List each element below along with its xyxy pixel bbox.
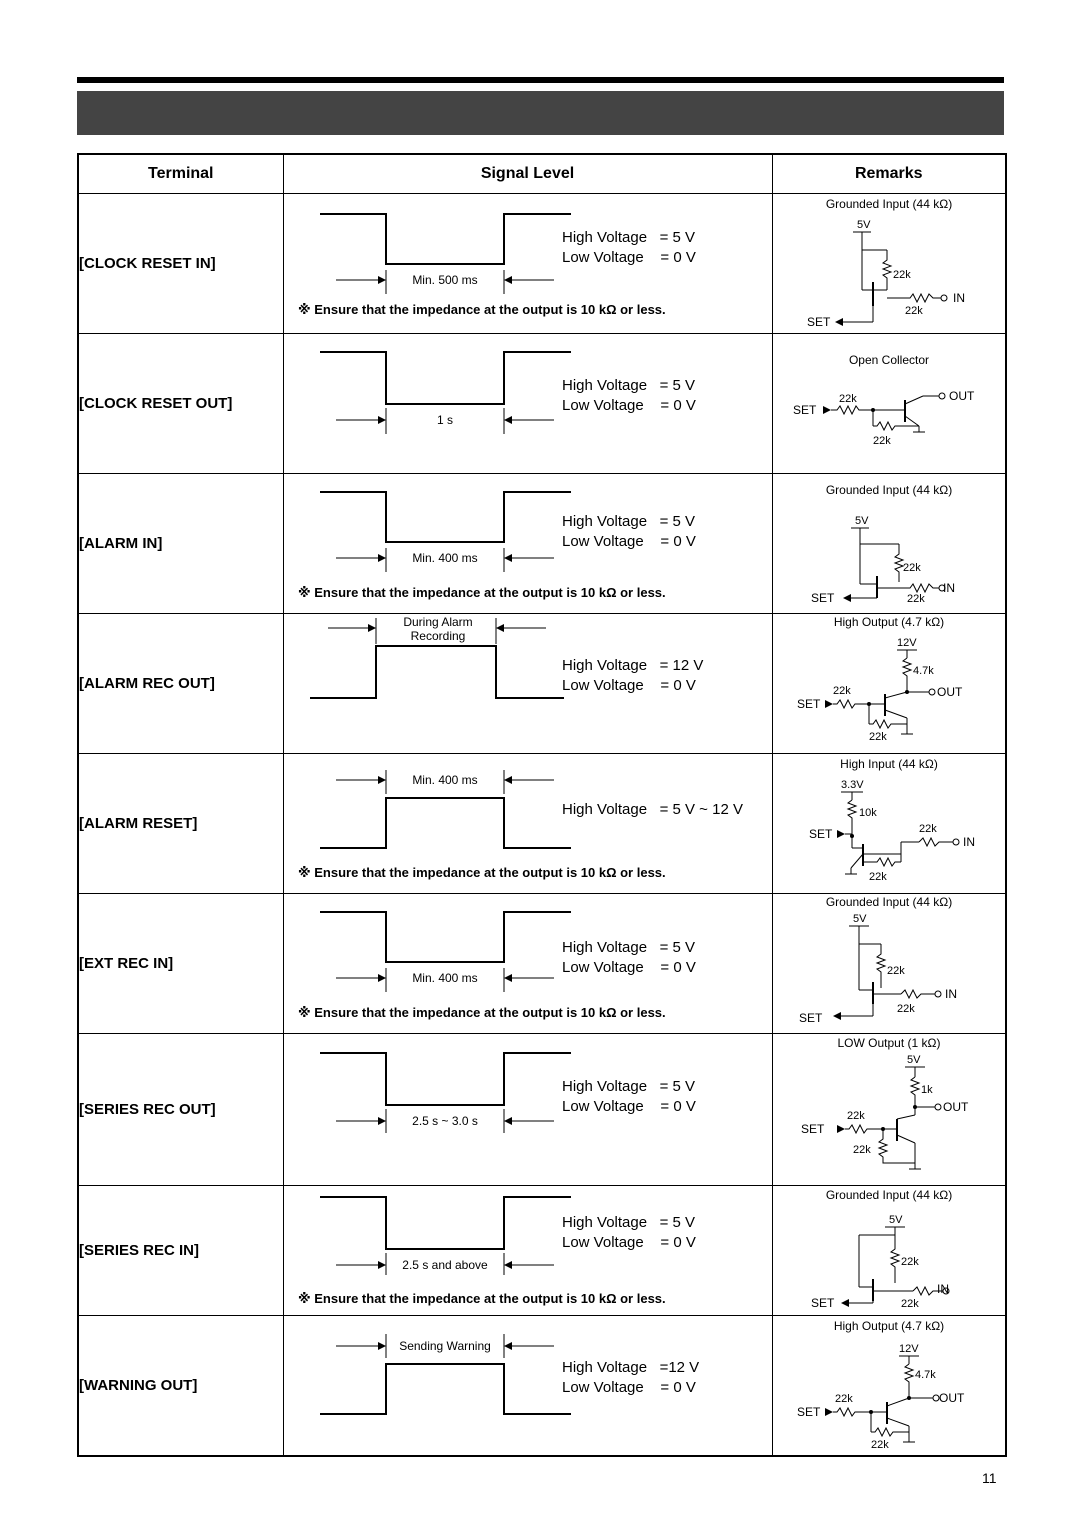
low-voltage: Low Voltage = 0 V: [561, 1097, 696, 1115]
port-label: OUT: [936, 685, 962, 699]
remarks-cell: [772, 194, 1006, 334]
circuit-diagram: [773, 754, 1006, 893]
resistor-label: 22k: [872, 435, 891, 447]
low-voltage: Low Voltage = 0 V: [561, 533, 696, 550]
supply-label: 5V: [856, 219, 870, 231]
table-row: [78, 194, 1006, 334]
signal-level-cell: [283, 1316, 772, 1457]
resistor-label: 22k: [900, 1297, 919, 1310]
circuit-title: Grounded Input (44 kΩ): [825, 1187, 952, 1202]
timing-label: Recording: [410, 629, 465, 643]
port-label: IN: [962, 835, 975, 849]
impedance-note: ※ Ensure that the impedance at the output is 10 kΩ or less.: [297, 1005, 666, 1020]
resistor-label: 22k: [906, 593, 925, 605]
terminal-name: [CLOCK RESET IN]: [78, 194, 283, 334]
resistor-label: 22k: [886, 965, 905, 977]
circuit-diagram: [773, 1187, 1006, 1315]
terminal-name: [EXT REC IN]: [78, 894, 283, 1034]
set-label: SET: [800, 1121, 824, 1136]
signal-level-cell: [283, 1186, 772, 1316]
remarks-cell: [772, 754, 1006, 894]
set-label: SET: [796, 697, 820, 711]
resistor-label: 10k: [858, 807, 877, 819]
high-voltage: High Voltage =12 V: [561, 1359, 699, 1376]
header-signal-level: Signal Level: [283, 154, 772, 194]
high-voltage: High Voltage = 5 V: [561, 229, 695, 246]
resistor-label: 1k: [920, 1083, 933, 1096]
low-voltage: Low Voltage = 0 V: [561, 397, 696, 414]
resistor-label: 22k: [904, 305, 923, 317]
resistor-label: 22k: [918, 823, 937, 835]
circuit-title: High Input (44 kΩ): [839, 757, 938, 771]
resistor-label: 22k: [892, 269, 911, 281]
waveform-diagram: [284, 614, 772, 753]
signal-level-cell: [283, 1034, 772, 1186]
signal-level-cell: [283, 334, 772, 474]
waveform-diagram: [284, 1316, 772, 1455]
port-label: IN: [936, 1281, 949, 1296]
set-label: SET: [796, 1405, 820, 1419]
waveform-diagram: [284, 194, 772, 333]
high-voltage: High Voltage = 5 V ~ 12 V: [561, 801, 743, 818]
timing-label: Min. 400 ms: [411, 551, 478, 565]
resistor-label: 22k: [832, 685, 851, 697]
remarks-cell: [772, 614, 1006, 754]
timing-label: 2.5 s ~ 3.0 s: [411, 1113, 478, 1128]
high-voltage: High Voltage = 12 V: [561, 657, 703, 674]
circuit-title: High Output (4.7 kΩ): [833, 1319, 944, 1333]
remarks-cell: [772, 894, 1006, 1034]
circuit-title: High Output (4.7 kΩ): [833, 615, 944, 629]
supply-label: 5V: [854, 515, 868, 527]
table-row: [78, 894, 1006, 1034]
page-number: 11: [982, 1470, 997, 1486]
high-voltage: High Voltage = 5 V: [561, 513, 695, 530]
waveform-diagram: [284, 474, 772, 613]
table-header: [78, 154, 1006, 194]
set-label: SET: [810, 591, 834, 605]
waveform-diagram: [284, 1035, 772, 1185]
high-voltage: High Voltage = 5 V: [561, 1213, 695, 1231]
resistor-label: 22k: [868, 731, 887, 743]
waveform-diagram: [284, 1187, 772, 1315]
table-row: [78, 1316, 1006, 1457]
terminal-name: [ALARM RESET]: [78, 754, 283, 894]
waveform-diagram: [284, 754, 772, 893]
low-voltage: Low Voltage = 0 V: [561, 959, 696, 976]
circuit-diagram: [773, 894, 1006, 1033]
circuit-diagram: [773, 474, 1006, 613]
terminal-name: [ALARM REC OUT]: [78, 614, 283, 754]
resistor-label: 22k: [846, 1109, 865, 1122]
low-voltage: Low Voltage = 0 V: [561, 1379, 696, 1396]
impedance-note: ※ Ensure that the impedance at the output is 10 kΩ or less.: [297, 585, 666, 600]
remarks-cell: [772, 474, 1006, 614]
circuit-title: LOW Output (1 kΩ): [837, 1035, 940, 1050]
timing-label: Min. 500 ms: [411, 273, 478, 287]
terminal-name: [SERIES REC IN]: [78, 1186, 283, 1316]
circuit-diagram: [773, 334, 1006, 473]
terminal-name: [ALARM IN]: [78, 474, 283, 614]
timing-label: Min. 400 ms: [411, 773, 478, 787]
resistor-label: 22k: [834, 1393, 853, 1405]
port-label: OUT: [948, 389, 974, 403]
timing-label: During Alarm: [402, 615, 473, 629]
circuit-title: Grounded Input (44 kΩ): [825, 483, 952, 497]
set-label: SET: [798, 1011, 822, 1025]
impedance-note: ※ Ensure that the impedance at the output is 10 kΩ or less.: [297, 865, 666, 880]
timing-label: 2.5 s and above: [401, 1257, 488, 1272]
set-label: SET: [810, 1295, 834, 1310]
remarks-cell: [772, 1034, 1006, 1186]
signal-level-cell: [283, 194, 772, 334]
circuit-title: Grounded Input (44 kΩ): [825, 197, 952, 211]
supply-label: 12V: [898, 1343, 919, 1355]
high-voltage: High Voltage = 5 V: [561, 377, 695, 394]
set-label: SET: [806, 315, 830, 329]
top-rule: [77, 77, 1004, 83]
low-voltage: Low Voltage = 0 V: [561, 677, 696, 694]
terminal-name: [CLOCK RESET OUT]: [78, 334, 283, 474]
circuit-diagram: [773, 1316, 1006, 1455]
high-voltage: High Voltage = 5 V: [561, 1077, 695, 1095]
signal-level-cell: [283, 474, 772, 614]
port-label: IN: [952, 291, 965, 305]
circuit-title: Grounded Input (44 kΩ): [825, 895, 952, 909]
resistor-label: 22k: [902, 562, 921, 574]
low-voltage: Low Voltage = 0 V: [561, 249, 696, 266]
terminal-name: [WARNING OUT]: [78, 1316, 283, 1457]
terminal-name: [SERIES REC OUT]: [78, 1034, 283, 1186]
circuit-title: Open Collector: [848, 353, 929, 367]
port-label: IN: [944, 987, 957, 1001]
resistor-label: 22k: [870, 1439, 889, 1451]
supply-label: 5V: [888, 1213, 902, 1226]
table-row: [78, 1034, 1006, 1186]
section-banner: [77, 91, 1004, 135]
supply-label: 12V: [896, 637, 917, 649]
impedance-note: ※ Ensure that the impedance at the output is 10 kΩ or less.: [297, 302, 666, 317]
timing-label: 1 s: [436, 413, 453, 427]
set-label: SET: [792, 403, 816, 417]
waveform-diagram: [284, 894, 772, 1033]
port-label: OUT: [938, 1391, 964, 1405]
timing-label: Sending Warning: [398, 1339, 491, 1353]
circuit-diagram: [773, 194, 1006, 333]
table-row: [78, 1186, 1006, 1316]
supply-label: 5V: [852, 913, 866, 925]
table-row: [78, 334, 1006, 474]
low-voltage: Low Voltage = 0 V: [561, 1233, 696, 1251]
signal-level-cell: [283, 754, 772, 894]
high-voltage: High Voltage = 5 V: [561, 939, 695, 956]
table-row: [78, 474, 1006, 614]
set-label: SET: [808, 827, 832, 841]
circuit-diagram: [773, 614, 1006, 753]
port-label: OUT: [942, 1099, 968, 1114]
impedance-note: ※ Ensure that the impedance at the output is 10 kΩ or less.: [297, 1290, 666, 1306]
supply-label: 5V: [906, 1053, 920, 1066]
resistor-label: 22k: [896, 1003, 915, 1015]
resistor-label: 4.7k: [912, 665, 934, 677]
remarks-cell: [772, 1316, 1006, 1457]
port-label: IN: [942, 581, 955, 595]
supply-label: 3.3V: [840, 779, 864, 791]
remarks-cell: [772, 1186, 1006, 1316]
header-terminal: Terminal: [78, 154, 283, 194]
table-row: [78, 614, 1006, 754]
remarks-cell: [772, 334, 1006, 474]
timing-label: Min. 400 ms: [411, 971, 478, 985]
table-row: [78, 754, 1006, 894]
resistor-label: 4.7k: [914, 1369, 936, 1381]
resistor-label: 22k: [868, 871, 887, 883]
signal-spec-table: [77, 153, 1007, 1457]
waveform-diagram: [284, 334, 772, 473]
header-remarks: Remarks: [772, 154, 1006, 194]
resistor-label: 22k: [852, 1143, 871, 1156]
resistor-label: 22k: [900, 1255, 919, 1268]
signal-level-cell: [283, 894, 772, 1034]
resistor-label: 22k: [838, 393, 857, 405]
signal-level-cell: [283, 614, 772, 754]
circuit-diagram: [773, 1035, 1006, 1185]
